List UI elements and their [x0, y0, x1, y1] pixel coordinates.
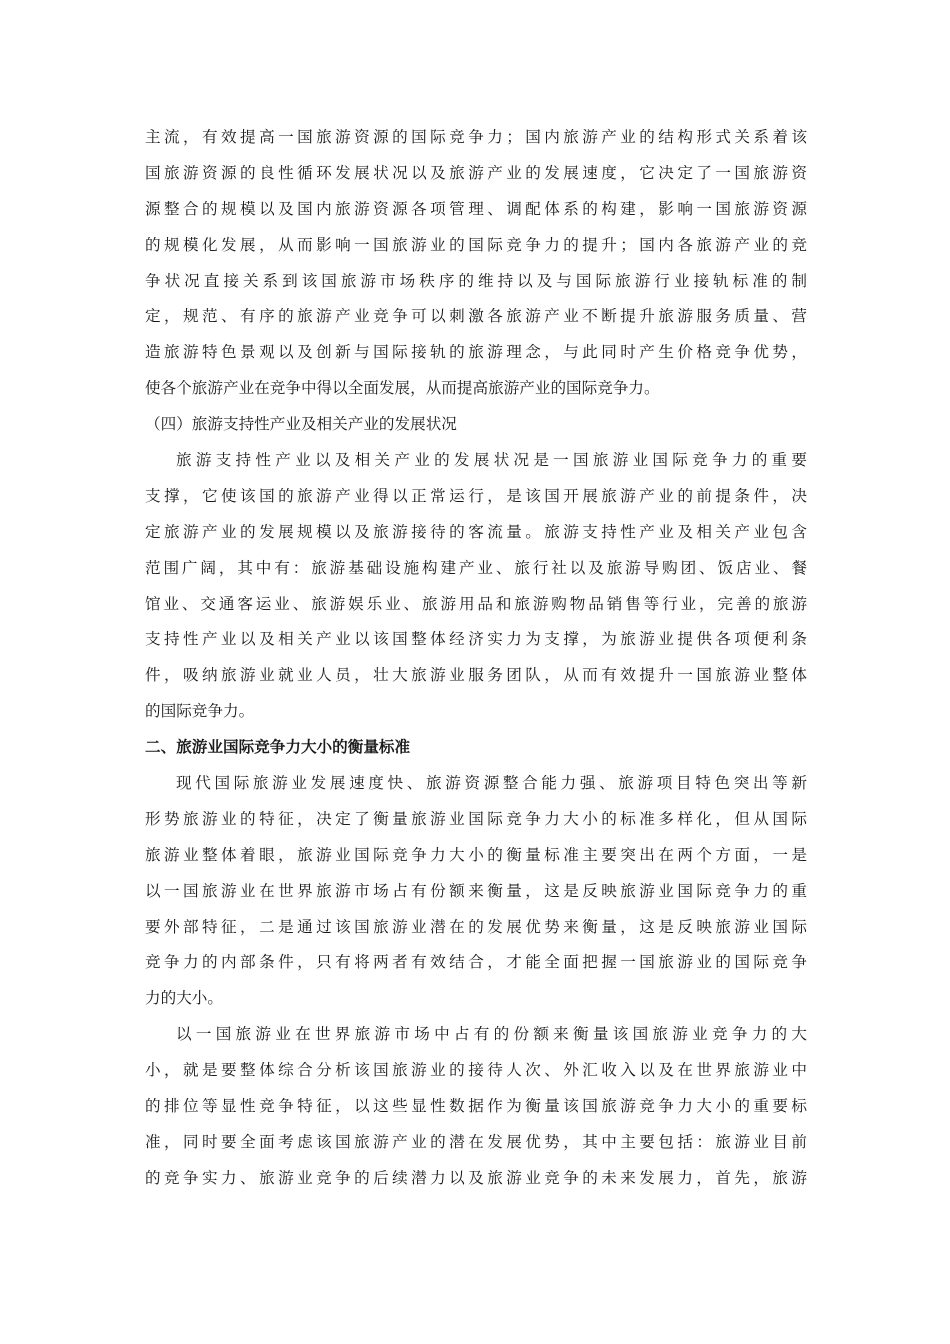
text-line: 主流，有效提高一国旅游资源的国际竞争力；国内旅游产业的结构形式关系着该: [145, 128, 807, 146]
text-line: 定，规范、有序的旅游产业竞争可以刺激各旅游产业不断提升旅游服务质量、营: [145, 307, 807, 326]
text-line: 件，吸纳旅游业就业人员，壮大旅游业服务团队，从而有效提升一国旅游业整体: [145, 666, 807, 685]
text-line: 国旅游资源的良性循环发展状况以及旅游产业的发展速度，它决定了一国旅游资: [145, 163, 807, 182]
text-line: 范围广阔，其中有：旅游基础设施构建产业、旅行社以及旅游导购团、饭店业、餐: [145, 558, 807, 577]
text-line: 支撑，它使该国的旅游产业得以正常运行，是该国开展旅游产业的前提条件，决: [145, 486, 807, 505]
text-line: 小，就是要整体综合分析该国旅游业的接待人次、外汇收入以及在世界旅游业中: [145, 1061, 807, 1080]
text-line: 源整合的规模以及国内旅游资源各项管理、调配体系的构建，影响一国旅游资源: [145, 199, 807, 218]
text-line: 竞争力的内部条件，只有将两者有效结合，才能全面把握一国旅游业的国际竞争: [145, 953, 807, 972]
section-heading: 二、旅游业国际竞争力大小的衡量标准: [145, 738, 411, 757]
text-line: 的规模化发展，从而影响一国旅游业的国际竞争力的提升；国内各旅游产业的竞: [145, 235, 807, 254]
text-line: 的排位等显性竞争特征，以这些显性数据作为衡量该国旅游竞争力大小的重要标: [145, 1097, 807, 1116]
text-line: 的国际竞争力。: [145, 702, 255, 721]
text-line: 以一国旅游业在世界旅游市场占有份额来衡量，这是反映旅游业国际竞争力的重: [145, 881, 807, 900]
text-line: 的竞争实力、旅游业竞争的后续潜力以及旅游业竞争的未来发展力，首先，旅游: [145, 1168, 807, 1187]
text-line: 准，同时要全面考虑该国旅游产业的潜在发展优势，其中主要包括：旅游业目前: [145, 1132, 807, 1151]
text-line: 馆业、交通客运业、旅游娱乐业、旅游用品和旅游购物品销售等行业，完善的旅游: [145, 594, 807, 613]
document-page: [145, 120, 807, 1197]
text-line: 定旅游产业的发展规模以及旅游接待的客流量。旅游支持性产业及相关产业包含: [145, 522, 807, 541]
text-line: 旅游业整体着眼，旅游业国际竞争力大小的衡量标准主要突出在两个方面，一是: [145, 845, 807, 864]
subsection-heading: （四）旅游支持性产业及相关产业的发展状况: [145, 415, 457, 434]
text-line: 现代国际旅游业发展速度快、旅游资源整合能力强、旅游项目特色突出等新: [176, 774, 807, 793]
text-line: 以一国旅游业在世界旅游市场中占有的份额来衡量该国旅游业竞争力的大: [176, 1025, 807, 1044]
text-line: 要外部特征，二是通过该国旅游业潜在的发展优势来衡量，这是反映旅游业国际: [145, 917, 807, 936]
text-line: 旅游支持性产业以及相关产业的发展状况是一国旅游业国际竞争力的重要: [176, 451, 807, 470]
text-line: 使各个旅游产业在竞争中得以全面发展，从而提高旅游产业的国际竞争力。: [145, 379, 660, 398]
text-line: 支持性产业以及相关产业以该国整体经济实力为支撑，为旅游业提供各项便利条: [145, 630, 807, 649]
text-line: 争状况直接关系到该国旅游市场秩序的维持以及与国际旅游行业接轨标准的制: [145, 271, 807, 290]
text-line: 造旅游特色景观以及创新与国际接轨的旅游理念，与此同时产生价格竞争优势，: [145, 343, 807, 362]
text-line: 形势旅游业的特征，决定了衡量旅游业国际竞争力大小的标准多样化，但从国际: [145, 809, 807, 828]
text-line: 力的大小。: [145, 989, 223, 1008]
